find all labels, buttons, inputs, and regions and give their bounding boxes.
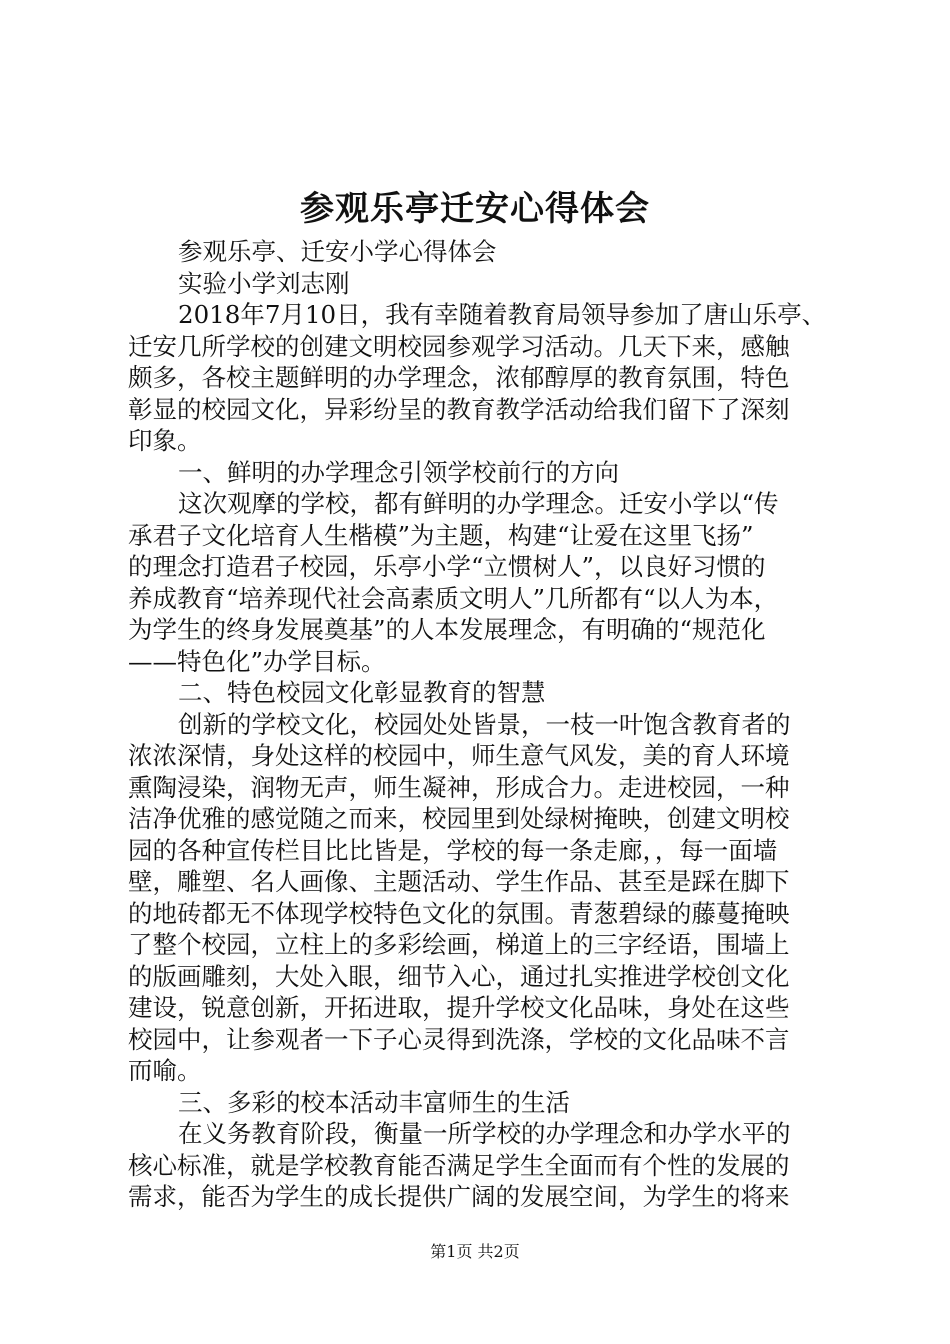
body-line: 了整个校园，立柱上的多彩绘画，梯道上的三字经语，围墙上: [128, 930, 790, 959]
body-line: 校园中，让参观者一下子心灵得到洗涤，学校的文化品味不言: [128, 1024, 790, 1054]
body-line: 三、多彩的校本活动丰富师生的生活: [178, 1087, 570, 1117]
body-line: 而喻。: [128, 1056, 202, 1085]
body-line: 熏陶浸染，润物无声，师生凝神，形成合力。走进校园，一种: [128, 772, 790, 802]
document-title: 参观乐亭迁安心得体会: [300, 189, 650, 229]
body-line: 为学生的终身发展奠基”的人本发展理念，有明确的“规范化: [128, 615, 766, 644]
body-line: 这次观摩的学校，都有鲜明的办学理念。迁安小学以“传: [178, 489, 779, 518]
body-line: 园的各种宣传栏目比比皆是，学校的每一条走廊，，每一面墙: [128, 835, 778, 865]
body-line: 迁安几所学校的创建文明校园参观学习活动。几天下来，感触: [128, 331, 790, 361]
body-line: 2018年7月10日，我有幸随着教育局领导参加了唐山乐亭、: [178, 300, 827, 329]
body-line: 的地砖都无不体现学校特色文化的氛围。青葱碧绿的藤蔓掩映: [128, 898, 790, 928]
body-line: 需求，能否为学生的成长提供广阔的发展空间，为学生的将来: [128, 1182, 790, 1211]
body-line: 核心标准，就是学校教育能否满足学生全面而有个性的发展的: [128, 1150, 790, 1180]
page-number: 第1页 共2页: [430, 1242, 520, 1261]
body-line: 壁，雕塑、名人画像、主题活动、学生作品、甚至是踩在脚下: [128, 867, 790, 896]
body-line: 一、鲜明的办学理念引领学校前行的方向: [178, 457, 619, 487]
body-line: 实验小学刘志刚: [178, 268, 350, 298]
body-line: 二、特色校园文化彰显教育的智慧: [178, 678, 546, 707]
body-line: 创新的学校文化，校园处处皆景，一枝一叶饱含教育者的: [178, 709, 791, 739]
document-body: [128, 236, 828, 1213]
body-line: ——特色化”办学目标。: [128, 646, 386, 676]
body-line: 彰显的校园文化，异彩纷呈的教育教学活动给我们留下了深刻: [128, 394, 790, 424]
body-line: 承君子文化培育人生楷模”为主题，构建“让爱在这里飞扬”: [128, 520, 754, 550]
body-line: 的理念打造君子校园，乐亭小学“立惯树人”，以良好习惯的: [128, 552, 766, 581]
body-line: 洁净优雅的感觉随之而来，校园里到处绿树掩映，创建文明校: [128, 804, 790, 833]
body-line: 养成教育“培养现代社会高素质文明人”几所都有“以人为本，: [128, 583, 779, 613]
body-line: 在义务教育阶段，衡量一所学校的办学理念和办学水平的: [178, 1119, 791, 1148]
body-line: 建设，锐意创新，开拓进取，提升学校文化品味，身处在这些: [128, 993, 790, 1022]
body-line: 的版画雕刻，大处入眼，细节入心，通过扎实推进学校创文化: [128, 961, 790, 991]
body-line: 浓浓深情，身处这样的校园中，师生意气风发，美的育人环境: [128, 741, 790, 770]
body-line: 参观乐亭、迁安小学心得体会: [178, 237, 497, 266]
body-line: 印象。: [128, 426, 202, 455]
body-line: 颇多，各校主题鲜明的办学理念，浓郁醇厚的教育氛围，特色: [128, 363, 790, 392]
